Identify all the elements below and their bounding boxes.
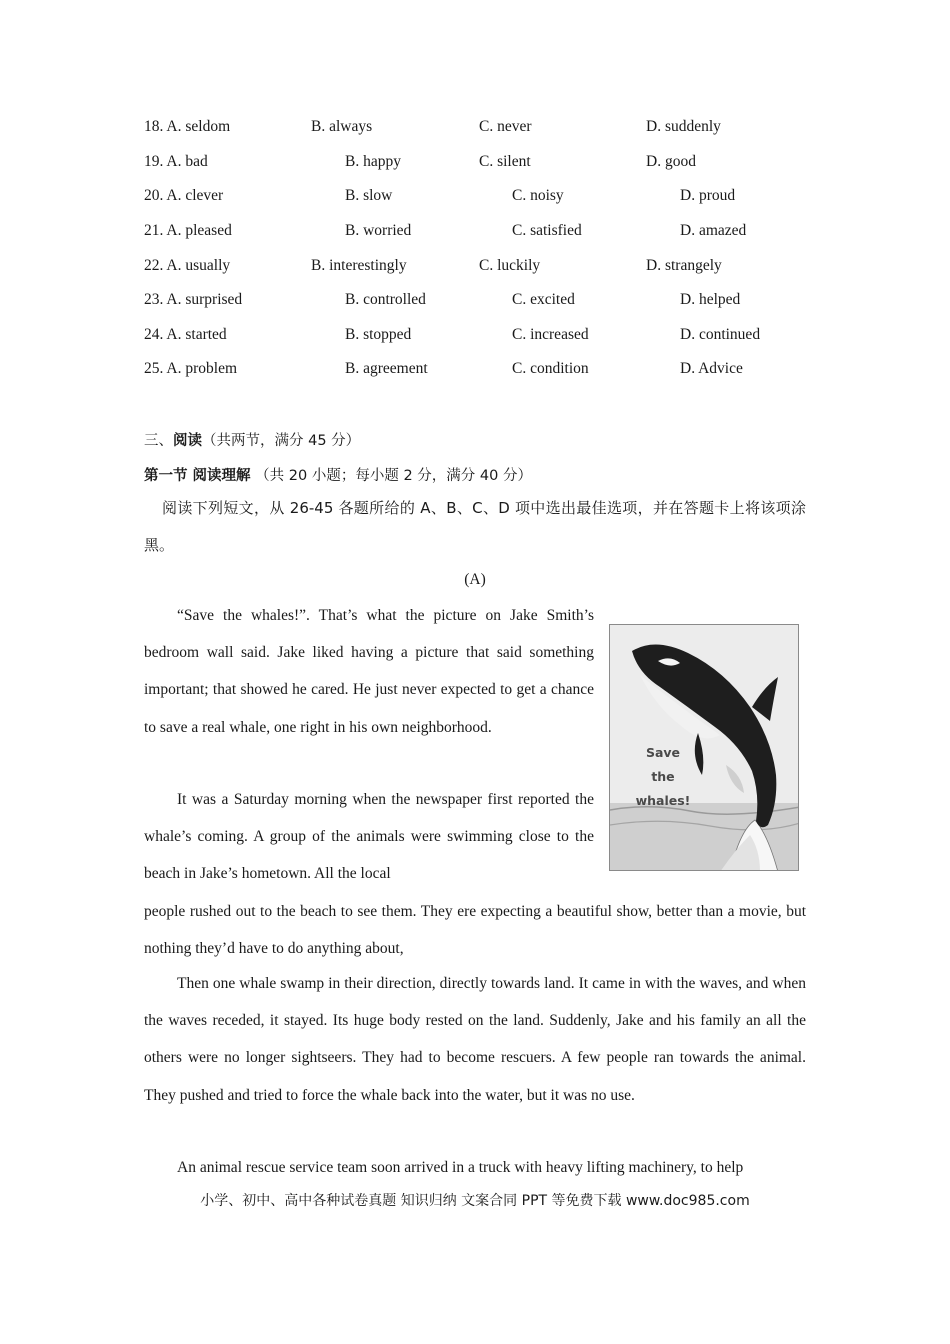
part-heading <box>144 464 532 485</box>
option-d: D. strangely <box>646 257 722 274</box>
option-c: C. satisfied <box>512 222 582 239</box>
option-c: C. condition <box>512 360 589 377</box>
poster-caption <box>634 741 692 813</box>
option-b: B. interestingly <box>311 257 407 274</box>
question-number: 20. <box>144 187 164 204</box>
question-number-a <box>144 118 230 136</box>
whale-poster-image <box>609 624 799 871</box>
option-d: D. amazed <box>680 222 747 239</box>
passage-label: (A) <box>464 571 486 588</box>
passage-paragraph-4: An animal rescue service team soon arrived in a truck with heavy lifting machinery, to help <box>177 1159 744 1176</box>
question-number-a <box>144 187 223 205</box>
option-a: A. started <box>166 326 227 343</box>
question-row-24 <box>0 326 950 348</box>
question-number: 23. <box>144 291 164 308</box>
question-number-a <box>144 291 242 309</box>
section-heading <box>144 429 360 450</box>
passage-paragraph-2-top: It was a Saturday morning when the newspaper first reported the whale’s coming. A group of the animals were swimming close to the beach in Jake’s hometown. All the local <box>144 791 594 883</box>
option-d: D. good <box>646 153 696 170</box>
option-d: D. continued <box>680 326 761 343</box>
option-c: C. never <box>479 118 532 135</box>
question-number: 18. <box>144 118 164 135</box>
option-a: A. bad <box>166 153 208 170</box>
question-number-a <box>144 360 237 378</box>
part-title: 第一节 阅读理解 <box>144 468 251 484</box>
question-row-20 <box>0 187 950 209</box>
option-b: B. stopped <box>345 326 412 343</box>
option-c: C. noisy <box>512 187 564 204</box>
option-c: C. increased <box>512 326 589 343</box>
option-a: A. clever <box>166 187 224 204</box>
option-b: B. worried <box>345 222 412 239</box>
caption-line: whales! <box>635 793 691 808</box>
question-number: 25. <box>144 360 164 377</box>
option-d: D. helped <box>680 291 741 308</box>
question-number: 19. <box>144 153 164 170</box>
passage-paragraph-1: “Save the whales!”. That’s what the picture on Jake Smith’s bedroom wall said. Jake liked having a picture that said something important; that showed he cared. He just never expected to get a chance to save a real whale, one right in his own neighborhood. <box>144 607 594 736</box>
question-row-21 <box>0 222 950 244</box>
question-number-a <box>144 257 230 275</box>
option-c: C. luckily <box>479 257 541 274</box>
option-d: D. Advice <box>680 360 743 377</box>
option-b: B. slow <box>345 187 393 204</box>
question-row-19 <box>0 153 950 175</box>
part-note: （共 20 小题；每小题 2 分，满分 40 分） <box>255 468 532 484</box>
footer-watermark: 小学、初中、高中各种试卷真题 知识归纳 文案合同 PPT 等免费下载 www.doc985.com <box>200 1193 750 1209</box>
option-a: A. pleased <box>166 222 232 239</box>
option-b: B. agreement <box>345 360 428 377</box>
option-d: D. suddenly <box>646 118 721 135</box>
question-number-a <box>144 326 227 344</box>
question-number: 22. <box>144 257 164 274</box>
option-d: D. proud <box>680 187 736 204</box>
option-c: C. silent <box>479 153 531 170</box>
option-b: B. controlled <box>345 291 426 308</box>
option-a: A. usually <box>166 257 231 274</box>
question-number-a <box>144 222 232 240</box>
section-prefix: 三、 <box>144 433 173 449</box>
question-number: 21. <box>144 222 164 239</box>
section-note: （共两节，满分 45 分） <box>202 433 361 449</box>
option-b: B. always <box>311 118 373 135</box>
caption-line: Save <box>645 745 681 760</box>
option-a: A. seldom <box>166 118 231 135</box>
question-row-25 <box>0 360 950 382</box>
question-row-23 <box>0 291 950 313</box>
option-c: C. excited <box>512 291 575 308</box>
caption-line: the <box>651 769 675 784</box>
question-row-22 <box>0 257 950 279</box>
option-b: B. happy <box>345 153 401 170</box>
question-number-a <box>144 153 208 171</box>
passage-paragraph-2-rest: people rushed out to the beach to see them. They ere expecting a beautiful show, better than a movie, but nothing they’d have to do anything about, <box>144 903 806 958</box>
section-title: 阅读 <box>173 433 202 449</box>
passage-paragraph-3: Then one whale swamp in their direction, directly towards land. It came in with the waves, and when the waves receded, it stayed. Its huge body rested on the land. Suddenly, Jake and his family an all the others were no longer sightseers. They had to become rescuers. A few people ran towards the animal. They pushed and tried to force the whale back into the water, but it was no use. <box>144 975 806 1104</box>
option-a: A. problem <box>166 360 238 377</box>
question-number: 24. <box>144 326 164 343</box>
instructions: 阅读下列短文，从 26-45 各题所给的 A、B、C、D 项中选出最佳选项，并在答题卡上将该项涂黑。 <box>144 499 806 554</box>
option-a: A. surprised <box>166 291 243 308</box>
question-row-18 <box>0 118 950 140</box>
